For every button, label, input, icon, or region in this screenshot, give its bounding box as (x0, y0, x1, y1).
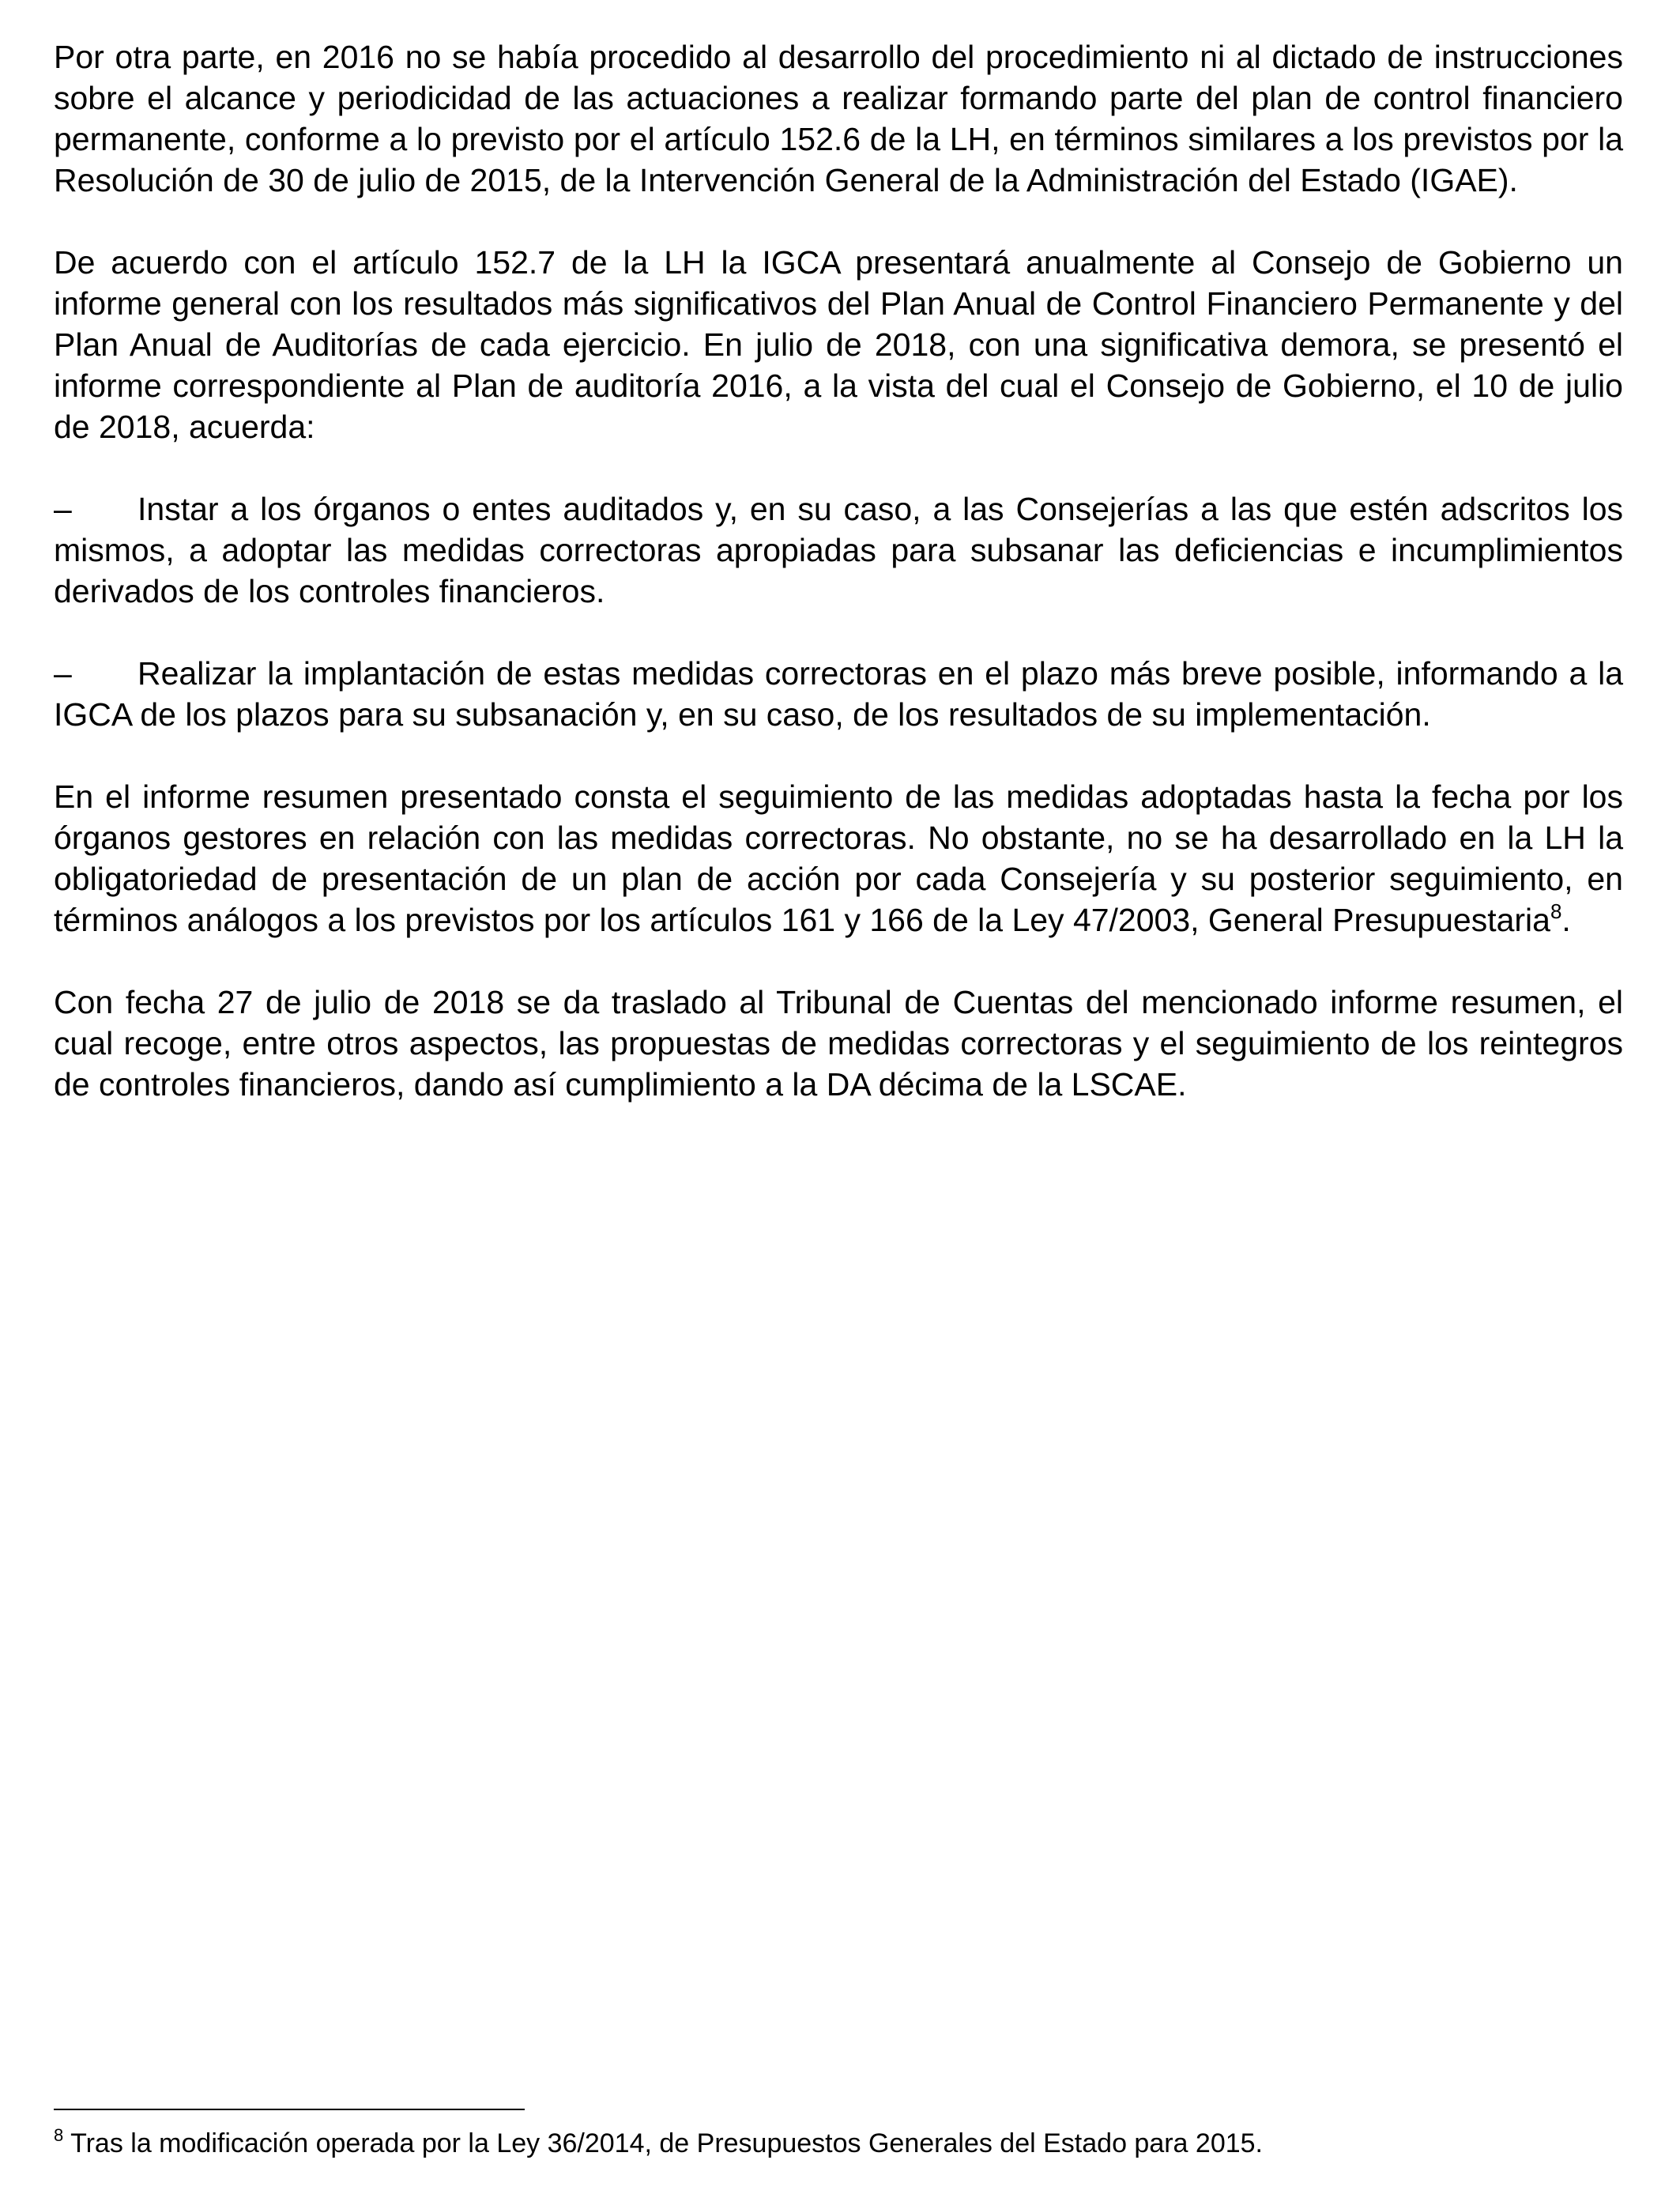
document-page (54, 36, 1623, 1105)
paragraph-spacer (54, 447, 1623, 488)
footnote-reference[interactable]: 8 (1550, 899, 1562, 923)
paragraph-spacer (54, 201, 1623, 242)
dash-bullet-icon: – (54, 655, 72, 692)
paragraph-spacer (54, 735, 1623, 776)
dash-bullet-icon: – (54, 491, 72, 527)
paragraph-informe-resumen (54, 776, 1623, 941)
paragraph-informe-general: De acuerdo con el artículo 152.7 de la LH la IGCA presentará anualmente al Consejo de Gobierno un informe general con los resultados más significativos del Plan Anual de Control Financiero Permanente y del Plan Anual de Auditorías de cada ejercicio. En julio de 2018, con una significativa demora, se presentó el informe correspondiente al Plan de auditoría 2016, a la vista del cual el Consejo de Gobierno, el 10 de julio de 2018, acuerda: (54, 244, 1623, 445)
bullet-item-realizar (54, 653, 1623, 735)
paragraph-control-financiero: Por otra parte, en 2016 no se había procedido al desarrollo del procedimiento ni al dictado de instrucciones sobre el alcance y periodicidad de las actuaciones a realizar formando parte del plan de control financiero permanente, conforme a lo previsto por el artículo 152.6 de la LH, en términos similares a los previstos por la Resolución de 30 de julio de 2015, de la Intervención General de la Administración del Estado (IGAE). (54, 39, 1623, 198)
paragraph-spacer (54, 612, 1623, 653)
paragraph-traslado-tribunal: Con fecha 27 de julio de 2018 se da traslado al Tribunal de Cuentas del mencionado informe resumen, el cual recoge, entre otros aspectos, las propuestas de medidas correctoras y el seguimiento de los reintegros de controles financieros, dando así cumplimiento a la DA décima de la LSCAE. (54, 984, 1623, 1103)
bullet-item-instar (54, 488, 1623, 612)
bullet-text: Realizar la implantación de estas medidas correctoras en el plazo más breve posible, informando a la IGCA de los plazos para su subsanación y, en su caso, de los resultados de su implementación. (54, 655, 1623, 733)
paragraph-spacer (54, 941, 1623, 982)
bullet-text: Instar a los órganos o entes auditados y, en su caso, a las Consejerías a las que estén adscritos los mismos, a adoptar las medidas correctoras apropiadas para subsanar las deficiencias e incumplimientos derivados de los controles financieros. (54, 491, 1623, 609)
paragraph-period: . (1561, 902, 1571, 938)
footnote-separator (54, 2109, 525, 2110)
footnote-text: Tras la modificación operada por la Ley 36/2014, de Presupuestos Generales del Estado para 2015. (63, 2128, 1263, 2158)
footnote (54, 2126, 1623, 2161)
paragraph-text: En el informe resumen presentado consta el seguimiento de las medidas adoptadas hasta la fecha por los órganos gestores en relación con las medidas correctoras. No obstante, no se ha desarrollado en la LH la obligatoriedad de presentación de un plan de acción por cada Consejería y su posterior seguimiento, en términos análogos a los previstos por los artículos 161 y 166 de la Ley 47/2003, General Presupuestaria (54, 778, 1623, 938)
footnote-number: 8 (54, 2125, 64, 2145)
